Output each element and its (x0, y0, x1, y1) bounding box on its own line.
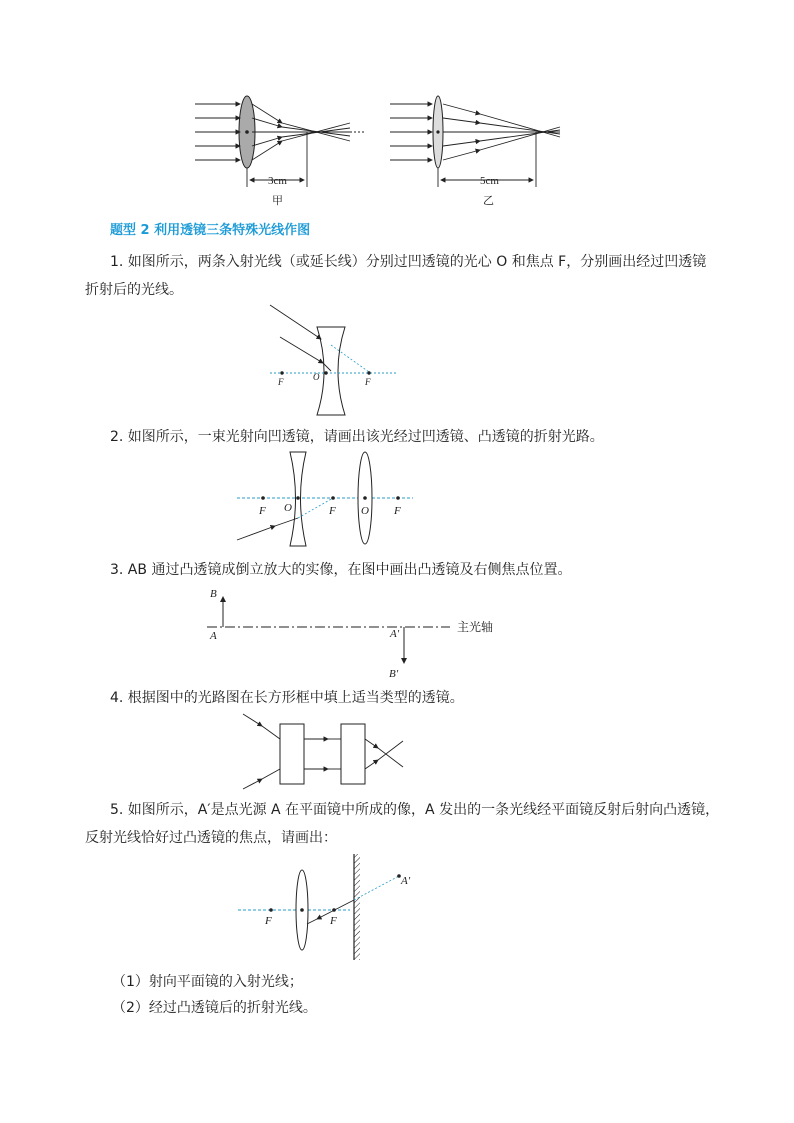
reflected-ray-ext (354, 876, 399, 900)
label-3cm: 3cm (268, 175, 287, 187)
q5-figure (235, 852, 420, 964)
label-f-right-q5: F (330, 915, 337, 927)
rays-yi (390, 104, 560, 187)
q3-text: 3. AB 通过凸透镜成倒立放大的实像，在图中画出凸透镜及右侧焦点位置。 (110, 562, 572, 578)
focus-right-dot-q1 (367, 371, 370, 374)
label-f-left-q1: F (278, 377, 284, 387)
q1-text-line2: 折射后的光线。 (85, 282, 183, 298)
label-f-left-q5: F (265, 915, 272, 927)
ray-to-center-q1 (280, 337, 323, 363)
q5-text-line2: 反射光线恰好过凸透镜的焦点，请画出： (85, 830, 337, 846)
label-f-right-q1: F (365, 377, 371, 387)
label-f2-q2: F (329, 505, 336, 517)
section-heading: 题型 2 利用透镜三条特殊光线作图 (110, 223, 311, 238)
lens-box-right[interactable] (341, 724, 365, 784)
q5-text-line1: 5. 如图所示，A′是点光源 A 在平面镜中所成的像，A 发出的一条光线经平面镜反射后射向凸透镜， (110, 802, 720, 818)
mirror-hatch (354, 854, 360, 960)
q4-text: 4. 根据图中的光路图在长方形框中填上适当类型的透镜。 (110, 690, 464, 706)
incident-ray-q2 (237, 526, 275, 540)
q5-sub1: （1）射向平面镜的入射光线； (112, 974, 303, 990)
center-dot-q1 (324, 371, 327, 374)
caption-jia: 甲 (272, 195, 283, 207)
label-a-prime-q3: A′ (390, 628, 400, 640)
focus-left-dot-q1 (280, 371, 283, 374)
label-f1-q2: F (259, 505, 266, 517)
q3-figure (205, 585, 515, 683)
label-o1-q2: O (284, 502, 292, 514)
lens-box-left[interactable] (280, 724, 304, 784)
q2-figure (235, 450, 420, 550)
q4-figure (238, 712, 408, 792)
top-figure (190, 92, 570, 212)
label-o-q1: O (313, 372, 320, 382)
ray-to-focus-q1 (270, 305, 321, 339)
label-a-q3: A (210, 630, 217, 642)
label-b-q3: B (210, 588, 217, 600)
label-5cm: 5cm (480, 175, 499, 187)
q5-sub2: （2）经过凸透镜后的折射光线。 (112, 1000, 317, 1016)
lens-yi (433, 96, 443, 168)
label-b-prime-q3: B′ (389, 668, 399, 680)
caption-yi: 乙 (483, 195, 494, 207)
q2-text: 2. 如图所示，一束光射向凹透镜，请画出该光经过凹透镜、凸透镜的折射光路。 (110, 429, 604, 445)
label-o2-q2: O (361, 505, 369, 517)
label-f3-q2: F (394, 505, 401, 517)
label-axis-q3: 主光轴 (457, 620, 494, 634)
q1-text-line1: 1. 如图所示，两条入射光线（或延长线）分别过凹透镜的光心 O 和焦点 F，分别画出经过凹透镜 (110, 254, 707, 270)
ray-ext-q2 (298, 498, 333, 518)
q1-figure (265, 305, 405, 420)
label-a-prime-q5: A′ (401, 875, 411, 887)
